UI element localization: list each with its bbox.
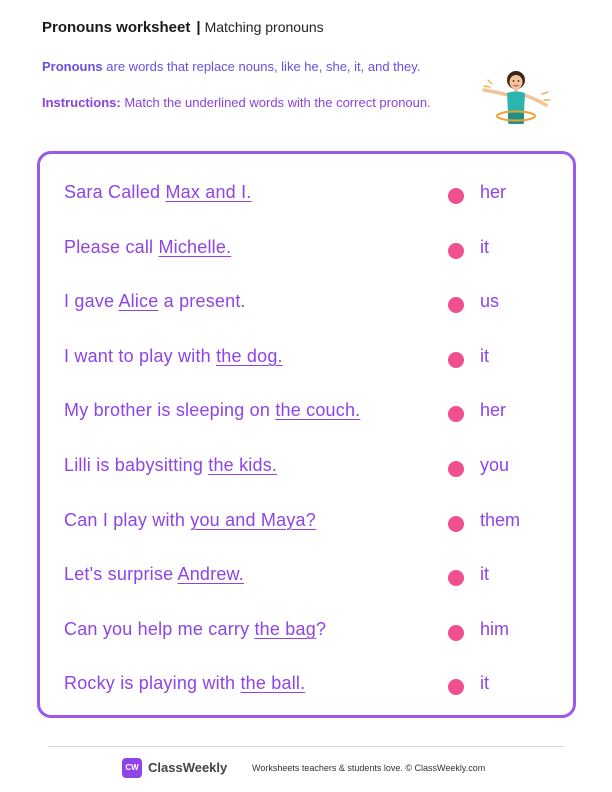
- sentence-text: I gave: [64, 291, 119, 312]
- sentence: [64, 182, 252, 203]
- underlined-words: Max and I.: [165, 182, 252, 202]
- header-separator: |: [196, 19, 201, 36]
- sentence-text: Rocky is playing with: [64, 673, 241, 694]
- worksheet-subtitle: Matching pronouns: [204, 19, 324, 35]
- match-dot[interactable]: [448, 406, 464, 422]
- pronoun-option: it: [480, 673, 489, 694]
- sentence: [64, 455, 277, 476]
- underlined-words: the ball.: [240, 673, 306, 694]
- pronoun-option: it: [480, 564, 489, 585]
- footer-divider: [48, 746, 564, 747]
- matching-row: [64, 671, 564, 701]
- underlined-words: Alice: [118, 291, 159, 312]
- instructions-text: [42, 94, 442, 111]
- pronoun-option: her: [480, 400, 507, 421]
- pronoun-option: us: [480, 291, 500, 312]
- worksheet-title: Pronouns worksheet: [42, 19, 191, 36]
- sentence: [64, 619, 326, 640]
- pronoun-option: them: [480, 509, 521, 530]
- sentence-text: I want to play with: [64, 345, 217, 366]
- matching-row: [64, 453, 564, 483]
- matching-row: [64, 562, 564, 592]
- match-dot[interactable]: [448, 679, 464, 695]
- underlined-words: the dog.: [216, 345, 283, 366]
- sentence-text-end: a present.: [158, 291, 246, 312]
- match-dot[interactable]: [448, 188, 464, 204]
- intro-text: [42, 58, 462, 75]
- underlined-words: the couch.: [275, 400, 361, 421]
- sentence: [64, 673, 305, 694]
- sentence-text: Can I play with: [64, 509, 191, 530]
- match-dot[interactable]: [448, 352, 464, 368]
- match-dot[interactable]: [448, 625, 464, 641]
- worksheet-header: [42, 19, 324, 36]
- sentence-text: My brother is sleeping on: [64, 400, 276, 421]
- sentence-text: Lilli is babysitting: [64, 455, 209, 475]
- brand-name: ClassWeekly: [148, 760, 228, 775]
- matching-row: [64, 235, 564, 265]
- underlined-words: you and Maya?: [190, 509, 316, 530]
- matching-row: [64, 508, 564, 538]
- sentence: [64, 564, 244, 585]
- pronoun-option: you: [480, 455, 510, 475]
- matching-row: [64, 617, 564, 647]
- pronoun-option: it: [480, 236, 489, 257]
- instructions-body: Match the underlined words with the correct pronoun.: [120, 95, 431, 110]
- underlined-words: the kids.: [208, 455, 278, 475]
- sentence-text: Sara Called: [64, 182, 166, 202]
- pronoun-option: him: [480, 618, 510, 639]
- intro-keyword: Pronouns: [42, 59, 103, 74]
- instructions-keyword: Instructions:: [42, 95, 121, 110]
- classweekly-logo: CW: [122, 758, 142, 778]
- underlined-words: Andrew.: [177, 564, 244, 585]
- girl-hula-hoop-illustration: [474, 66, 558, 132]
- footer-tagline: Worksheets teachers & students love. © ClassWeekly.com: [252, 763, 486, 773]
- matching-row: [64, 180, 564, 210]
- sentence-text: Can you help me carry: [64, 618, 255, 639]
- intro-body: are words that replace nouns, like he, she, it, and they.: [102, 59, 421, 74]
- match-dot[interactable]: [448, 243, 464, 259]
- match-dot[interactable]: [448, 297, 464, 313]
- sentence-text-end: ?: [315, 618, 327, 639]
- sentence-text: Please call: [64, 236, 159, 257]
- underlined-words: Michelle.: [158, 236, 232, 257]
- sentence: [64, 237, 231, 258]
- sentence: [64, 510, 316, 531]
- match-dot[interactable]: [448, 570, 464, 586]
- matching-row: [64, 344, 564, 374]
- pronoun-option: it: [480, 345, 489, 366]
- match-dot[interactable]: [448, 516, 464, 532]
- sentence-text: Let's surprise: [64, 564, 178, 585]
- matching-row: [64, 398, 564, 428]
- sentence: [64, 346, 283, 367]
- sentence: [64, 291, 246, 312]
- underlined-words: the bag: [254, 618, 316, 639]
- match-dot[interactable]: [448, 461, 464, 477]
- sentence: [64, 400, 360, 421]
- pronoun-option: her: [480, 182, 507, 202]
- matching-row: [64, 289, 564, 319]
